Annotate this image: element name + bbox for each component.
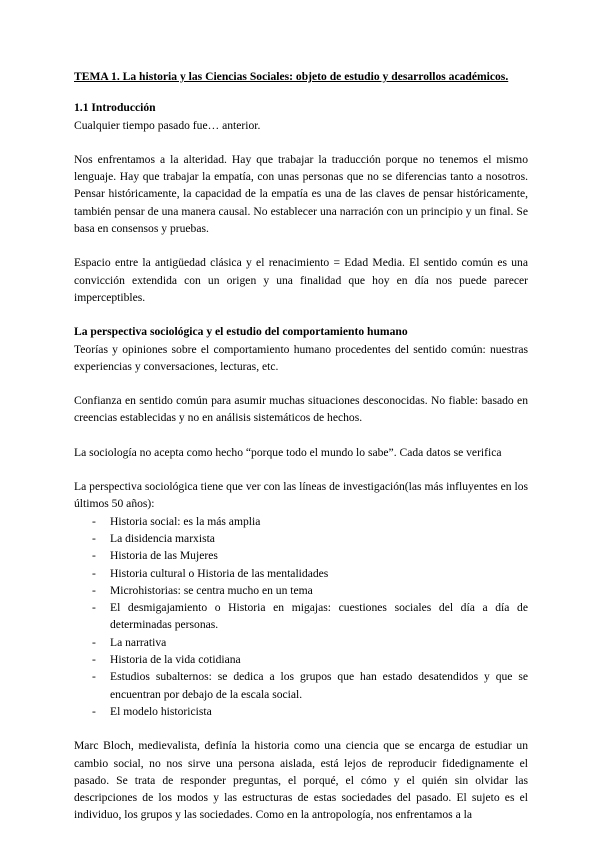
dash-marker: -: [92, 566, 96, 580]
paragraph: Espacio entre la antigüedad clásica y el renacimiento = Edad Media. El sentido común es una convicción extendida con un origen y una finalidad que hoy en día nos puede parecer imperceptibles.: [74, 256, 528, 304]
dash-marker: -: [92, 514, 96, 528]
intro-lead: Cualquier tiempo pasado fue… anterior.: [74, 118, 261, 132]
list-item: - Historia de las Mujeres: [74, 547, 528, 564]
dash-marker: -: [92, 531, 96, 545]
dash-marker: -: [92, 653, 96, 667]
list-item: - Microhistorias: se centra mucho en un tema: [74, 582, 528, 599]
section-heading-introduction: 1.1 Introducción: [74, 101, 156, 115]
list-item: - El modelo historicista: [74, 703, 528, 720]
dash-marker: -: [92, 635, 96, 649]
research-lines-list: [74, 513, 528, 721]
document-title: TEMA 1. La historia y las Ciencias Sociales: objeto de estudio y desarrollos académicos.: [74, 70, 509, 83]
dash-marker: -: [92, 601, 96, 615]
paragraph: La sociología no acepta como hecho “porque todo el mundo lo sabe”. Cada datos se verifica: [74, 445, 502, 459]
list-item: - Historia cultural o Historia de las mentalidades: [74, 565, 528, 582]
paragraph: Nos enfrentamos a la alteridad. Hay que trabajar la traducción porque no tenemos el mismo lenguaje. Hay que trabajar la empatía, con unas personas que no se diferencias tanto a nosotros. Pensar históricamente, la capacidad de la empatía es una de las claves de pensar históricamente, también pensar de una manera causal. No establecer una narración con un principio y un final. Se basa en consensos y pruebas.: [74, 152, 528, 236]
section-introduction: [74, 99, 528, 134]
dash-marker: -: [92, 583, 96, 597]
section-perspective: [74, 323, 528, 375]
list-item: - Historia de la vida cotidiana: [74, 651, 528, 668]
document-page: [74, 68, 528, 824]
list-item: - La disidencia marxista: [74, 530, 528, 547]
list-item: - Historia social: es la más amplia: [74, 513, 528, 530]
section-heading-perspective: La perspectiva sociológica y el estudio del comportamiento humano: [74, 325, 408, 339]
perspective-lead: Teorías y opiniones sobre el comportamiento humano procedentes del sentido común: nuestras experiencias y conversaciones, lecturas, etc.: [74, 342, 528, 373]
closing-paragraph: Marc Bloch, medievalista, definía la historia como una ciencia que se encarga de estudiar un cambio social, no nos sirve una persona aislada, está lejos de reproducir fidedignamente el pasado. Se trata de responder preguntas, el porqué, el cómo y el quién sin olvidar las descripciones de los modos y las estructuras de estas sociedades del pasado. El sujeto es el individuo, los grupos y las sociedades. Como en la antropología, nos enfrentamos a la: [74, 739, 528, 822]
list-intro: La perspectiva sociológica tiene que ver con las líneas de investigación(las más influyentes en los últimos 50 años):: [74, 480, 528, 511]
list-item: - El desmigajamiento o Historia en migajas: cuestiones sociales del día a día de determinadas personas.: [92, 601, 528, 632]
dash-marker: -: [92, 670, 96, 684]
list-item: - La narrativa: [74, 634, 528, 651]
paragraph: Confianza en sentido común para asumir muchas situaciones desconocidas. No fiable: basado en creencias establecidas y no en análisis sistemáticos de hechos.: [74, 394, 528, 425]
list-item: - Estudios subalternos: se dedica a los grupos que han estado desatendidos y que se encuentran por debajo de la escala social.: [92, 670, 528, 701]
dash-marker: -: [92, 549, 96, 563]
dash-marker: -: [92, 704, 96, 718]
